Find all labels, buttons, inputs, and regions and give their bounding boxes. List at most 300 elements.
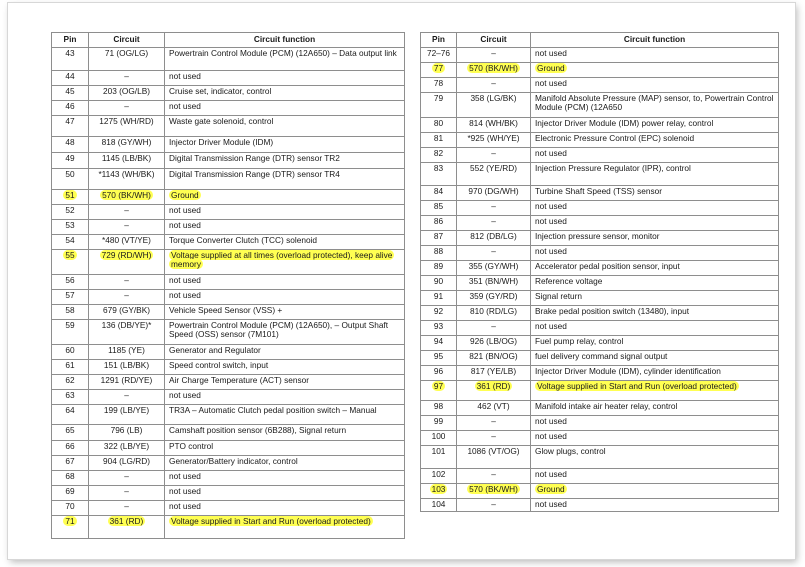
function-value: not used (169, 205, 201, 215)
table-row (421, 336, 779, 351)
function-value: Air Charge Temperature (ACT) sensor (169, 375, 310, 385)
circuit-cell (457, 431, 531, 446)
circuit-value: 355 (GY/WH) (468, 261, 519, 271)
table-row (52, 116, 405, 137)
circuit-cell (89, 137, 165, 153)
function-cell (531, 148, 779, 163)
circuit-cell (89, 48, 165, 71)
function-cell (165, 275, 405, 290)
circuit-cell (457, 276, 531, 291)
function-cell (165, 471, 405, 486)
function-value: not used (169, 71, 201, 81)
pin-value: 52 (65, 205, 75, 215)
table-row (52, 86, 405, 101)
function-cell (531, 484, 779, 499)
circuit-value: 151 (LB/BK) (103, 360, 150, 370)
function-cell (531, 351, 779, 366)
pin-value: 45 (65, 86, 75, 96)
pin-value: 50 (65, 169, 75, 179)
pin-cell (52, 153, 89, 169)
circuit-cell (89, 360, 165, 375)
circuit-value: – (491, 201, 496, 211)
function-cell (165, 501, 405, 516)
table-row (52, 345, 405, 360)
function-cell (165, 190, 405, 205)
function-value: Fuel pump relay, control (535, 336, 624, 346)
circuit-value: – (491, 321, 496, 331)
function-cell (531, 446, 779, 469)
pin-cell (421, 78, 457, 93)
circuit-value: 1291 (RD/YE) (100, 375, 153, 385)
circuit-cell (89, 250, 165, 275)
pin-cell (52, 486, 89, 501)
circuit-cell (457, 48, 531, 63)
function-value: Digital Transmission Range (DTR) sensor TR2 (169, 153, 340, 163)
function-value: Reference voltage (535, 276, 603, 286)
circuit-value: – (491, 148, 496, 158)
circuit-value: 810 (RD/LG) (469, 306, 518, 316)
circuit-value: 1185 (YE) (108, 345, 145, 355)
pin-cell (52, 101, 89, 116)
function-cell (165, 290, 405, 305)
table-row (52, 441, 405, 456)
table-row (52, 235, 405, 250)
function-value: Powertrain Control Module (PCM) (12A650), – Output Shaft Speed (OSS) sensor (7M101) (169, 320, 389, 340)
table-row (421, 469, 779, 484)
function-column-header: Circuit function (165, 33, 405, 48)
pin-value: 88 (433, 246, 444, 256)
function-value: Injector Driver Module (IDM) (169, 137, 274, 147)
function-cell (531, 163, 779, 186)
circuit-cell (89, 516, 165, 539)
function-value: Powertrain Control Module (PCM) (12A650) – Data output link (169, 48, 397, 58)
function-value: Digital Transmission Range (DTR) sensor TR4 (169, 169, 340, 179)
circuit-value: – (124, 486, 129, 496)
pin-table-left (51, 32, 405, 539)
pin-cell (52, 425, 89, 441)
circuit-value: – (124, 290, 129, 300)
circuit-cell (457, 118, 531, 133)
circuit-column-header: Circuit (89, 33, 165, 48)
function-cell (531, 276, 779, 291)
pin-cell (52, 320, 89, 345)
pin-cell (52, 190, 89, 205)
table-row (421, 93, 779, 118)
function-value: TR3A – Automatic Clutch pedal position switch – Manual (169, 405, 377, 415)
function-cell (165, 320, 405, 345)
table-row (421, 118, 779, 133)
table-row (52, 390, 405, 405)
circuit-cell (457, 469, 531, 484)
pin-value: 94 (433, 336, 444, 346)
pin-value: 69 (65, 486, 75, 496)
function-cell (165, 220, 405, 235)
pin-column-header: Pin (421, 33, 457, 48)
pin-value: 47 (65, 116, 75, 126)
table-row (421, 246, 779, 261)
function-cell (531, 246, 779, 261)
circuit-cell (89, 425, 165, 441)
circuit-cell (89, 320, 165, 345)
table-row (421, 78, 779, 93)
pin-value: 79 (433, 93, 444, 103)
pin-value: 54 (65, 235, 75, 245)
function-cell (531, 499, 779, 512)
function-cell (165, 250, 405, 275)
circuit-cell (457, 336, 531, 351)
circuit-cell (457, 163, 531, 186)
circuit-cell (457, 416, 531, 431)
table-row (52, 516, 405, 539)
function-cell (165, 360, 405, 375)
circuit-cell (89, 86, 165, 101)
circuit-cell (457, 63, 531, 78)
table-row (421, 291, 779, 306)
function-value: not used (535, 416, 567, 426)
circuit-value-highlighted: 729 (RD/WH) (101, 250, 152, 260)
table-row (52, 275, 405, 290)
circuit-cell (89, 501, 165, 516)
pin-value: 96 (433, 366, 444, 376)
circuit-value-highlighted: 570 (BK/WH) (469, 484, 518, 494)
table-row (52, 153, 405, 169)
function-cell (531, 48, 779, 63)
circuit-value: 359 (GY/RD) (469, 291, 518, 301)
pin-value: 46 (65, 101, 75, 111)
function-value: not used (169, 220, 201, 230)
pin-value: 66 (65, 441, 75, 451)
circuit-cell (89, 345, 165, 360)
circuit-value: 814 (WH/BK) (469, 118, 518, 128)
circuit-value: – (491, 78, 496, 88)
function-value: not used (535, 321, 567, 331)
circuit-value: 817 (YE/LB) (470, 366, 517, 376)
table-row (52, 501, 405, 516)
pin-cell (421, 201, 457, 216)
pin-value: 43 (65, 48, 75, 58)
function-cell (165, 375, 405, 390)
pin-value: 61 (65, 360, 75, 370)
function-value: Generator and Regulator (169, 345, 261, 355)
pin-value-highlighted: 51 (65, 190, 75, 200)
pin-value-highlighted: 71 (65, 516, 75, 526)
pin-value: 102 (431, 469, 446, 479)
circuit-cell (457, 216, 531, 231)
pin-cell (421, 231, 457, 246)
table-row (52, 405, 405, 425)
pin-value: 92 (433, 306, 444, 316)
function-value: not used (535, 201, 567, 211)
pin-cell (52, 71, 89, 86)
table-row (52, 360, 405, 375)
circuit-value: 351 (BN/WH) (468, 276, 519, 286)
pin-value: 53 (65, 220, 75, 230)
table-row (421, 201, 779, 216)
pin-cell (52, 169, 89, 190)
function-cell (531, 231, 779, 246)
pin-cell (52, 137, 89, 153)
function-value: Electronic Pressure Control (EPC) solenoid (535, 133, 695, 143)
circuit-value: – (124, 501, 129, 511)
circuit-cell (89, 305, 165, 320)
document-page (8, 3, 795, 559)
pin-value: 86 (433, 216, 444, 226)
circuit-value: 552 (YE/RD) (469, 163, 518, 173)
function-value: not used (169, 471, 201, 481)
circuit-cell (89, 220, 165, 235)
pin-value: 68 (65, 471, 75, 481)
circuit-value: 812 (DB/LG) (470, 231, 517, 241)
function-cell (531, 431, 779, 446)
pin-value: 67 (65, 456, 75, 466)
pin-table-right (420, 32, 779, 512)
circuit-value: – (124, 71, 129, 81)
function-value: not used (535, 78, 567, 88)
function-cell (165, 153, 405, 169)
pin-cell (421, 306, 457, 321)
pin-value-highlighted: 103 (431, 484, 446, 494)
circuit-cell (89, 275, 165, 290)
circuit-column-header: Circuit (457, 33, 531, 48)
pin-cell (52, 360, 89, 375)
circuit-value: – (491, 469, 496, 479)
function-value-highlighted: Voltage supplied in Start and Run (overload protected) (537, 381, 737, 391)
pin-value: 62 (65, 375, 75, 385)
pin-cell (421, 291, 457, 306)
circuit-value: 1086 (VT/OG) (467, 446, 520, 456)
circuit-cell (457, 306, 531, 321)
function-value: not used (535, 469, 567, 479)
pin-cell (52, 205, 89, 220)
circuit-cell (457, 351, 531, 366)
pin-cell (421, 484, 457, 499)
table-row (52, 101, 405, 116)
function-cell (165, 101, 405, 116)
table-row (421, 499, 779, 512)
pin-value: 87 (433, 231, 444, 241)
table-header-row (421, 33, 779, 48)
pin-cell (421, 401, 457, 416)
function-cell (165, 441, 405, 456)
circuit-cell (89, 190, 165, 205)
pin-column-header: Pin (52, 33, 89, 48)
pin-cell (52, 250, 89, 275)
pin-cell (421, 366, 457, 381)
table-row (421, 63, 779, 78)
pin-value: 83 (433, 163, 444, 173)
function-cell (165, 405, 405, 425)
pin-cell (421, 276, 457, 291)
pin-cell (421, 321, 457, 336)
circuit-value: – (124, 205, 129, 215)
function-value: not used (169, 390, 201, 400)
circuit-value: 136 (DB/YE)* (101, 320, 152, 330)
table-row (421, 321, 779, 336)
circuit-cell (457, 499, 531, 512)
table-row (421, 133, 779, 148)
pin-value: 48 (65, 137, 75, 147)
function-value: Turbine Shaft Speed (TSS) sensor (535, 186, 662, 196)
function-value: not used (169, 101, 201, 111)
table-row (52, 290, 405, 305)
circuit-value: 970 (DG/WH) (468, 186, 519, 196)
table-row (52, 320, 405, 345)
table-row (52, 169, 405, 190)
function-value: Manifold Absolute Pressure (MAP) sensor, to, Powertrain Control Module (PCM) (12A650 (535, 93, 774, 113)
circuit-cell (457, 381, 531, 401)
function-cell (165, 516, 405, 539)
pin-value: 64 (65, 405, 75, 415)
pin-cell (52, 275, 89, 290)
pin-value: 60 (65, 345, 75, 355)
pin-value: 84 (433, 186, 444, 196)
function-value: PTO control (169, 441, 214, 451)
table-row (52, 137, 405, 153)
table-row (421, 366, 779, 381)
circuit-cell (89, 153, 165, 169)
pin-cell (52, 220, 89, 235)
pin-value: 90 (433, 276, 444, 286)
circuit-cell (457, 261, 531, 276)
pin-value: 95 (433, 351, 444, 361)
circuit-cell (457, 78, 531, 93)
circuit-value: 203 (OG/LB) (102, 86, 151, 96)
function-value: not used (535, 148, 567, 158)
table-row (52, 205, 405, 220)
function-cell (531, 306, 779, 321)
function-cell (531, 63, 779, 78)
circuit-cell (89, 471, 165, 486)
function-value: not used (535, 499, 567, 509)
circuit-cell (457, 401, 531, 416)
pin-cell (421, 261, 457, 276)
circuit-value: – (124, 220, 129, 230)
circuit-value: – (124, 275, 129, 285)
table-row (52, 375, 405, 390)
circuit-value: – (124, 390, 129, 400)
function-value: not used (169, 290, 201, 300)
pin-cell (421, 499, 457, 512)
circuit-value: – (491, 48, 496, 58)
function-cell (531, 469, 779, 484)
pin-cell (52, 86, 89, 101)
circuit-value: – (491, 431, 496, 441)
circuit-cell (457, 446, 531, 469)
pin-value: 91 (433, 291, 444, 301)
pin-cell (421, 93, 457, 118)
function-value-highlighted: Voltage supplied in Start and Run (overload protected) (171, 516, 371, 526)
function-value: Injection Pressure Regulator (IPR), control (535, 163, 691, 173)
table-row (52, 425, 405, 441)
pin-cell (52, 375, 89, 390)
pin-value: 72–76 (426, 48, 451, 58)
function-cell (165, 71, 405, 86)
function-value: Manifold intake air heater relay, control (535, 401, 678, 411)
pin-cell (421, 381, 457, 401)
function-value-highlighted: Ground (537, 63, 565, 73)
table-row (421, 148, 779, 163)
function-value: fuel delivery command signal output (535, 351, 668, 361)
function-cell (531, 381, 779, 401)
function-value: Camshaft position sensor (6B288), Signal return (169, 425, 347, 435)
function-cell (531, 261, 779, 276)
pin-value-highlighted: 55 (65, 250, 75, 260)
function-cell (165, 305, 405, 320)
function-cell (165, 390, 405, 405)
circuit-value: 818 (GY/WH) (101, 137, 152, 147)
circuit-cell (89, 71, 165, 86)
table-row (421, 446, 779, 469)
table-row (421, 48, 779, 63)
circuit-cell (89, 390, 165, 405)
pin-cell (421, 118, 457, 133)
pin-value: 81 (433, 133, 444, 143)
circuit-cell (457, 133, 531, 148)
pin-value: 70 (65, 501, 75, 511)
function-value: Signal return (535, 291, 583, 301)
function-cell (165, 425, 405, 441)
function-cell (165, 486, 405, 501)
function-cell (531, 336, 779, 351)
pin-cell (52, 305, 89, 320)
function-value-highlighted: Ground (537, 484, 565, 494)
pin-cell (52, 516, 89, 539)
pin-value: 104 (431, 499, 446, 509)
pin-cell (421, 48, 457, 63)
table-row (421, 216, 779, 231)
circuit-cell (89, 441, 165, 456)
function-value: Injection pressure sensor, monitor (535, 231, 660, 241)
pin-cell (421, 416, 457, 431)
circuit-value: – (491, 246, 496, 256)
circuit-value: 71 (OG/LG) (104, 48, 149, 58)
circuit-value: – (491, 416, 496, 426)
table-row (52, 456, 405, 471)
circuit-cell (457, 186, 531, 201)
function-value: Injector Driver Module (IDM) power relay, control (535, 118, 714, 128)
function-value: not used (535, 48, 567, 58)
pin-cell (421, 351, 457, 366)
pin-cell (421, 163, 457, 186)
pin-value: 65 (65, 425, 75, 435)
circuit-cell (89, 456, 165, 471)
function-cell (531, 78, 779, 93)
circuit-cell (89, 205, 165, 220)
circuit-value: *925 (WH/YE) (467, 133, 520, 143)
pin-value: 93 (433, 321, 444, 331)
pin-value: 49 (65, 153, 75, 163)
table-row (421, 381, 779, 401)
pin-cell (52, 456, 89, 471)
circuit-value: – (124, 101, 129, 111)
circuit-cell (457, 484, 531, 499)
function-cell (531, 366, 779, 381)
circuit-value: 358 (LG/BK) (470, 93, 517, 103)
function-cell (531, 93, 779, 118)
pin-value: 63 (65, 390, 75, 400)
function-value: Speed control switch, input (169, 360, 269, 370)
function-cell (531, 118, 779, 133)
function-cell (531, 216, 779, 231)
function-cell (531, 401, 779, 416)
function-value: Cruise set, indicator, control (169, 86, 272, 96)
table-row (52, 190, 405, 205)
function-cell (165, 137, 405, 153)
function-value: Vehicle Speed Sensor (VSS) + (169, 305, 283, 315)
circuit-value: 199 (LB/YE) (103, 405, 150, 415)
circuit-cell (89, 375, 165, 390)
circuit-value: 796 (LB) (110, 425, 143, 435)
